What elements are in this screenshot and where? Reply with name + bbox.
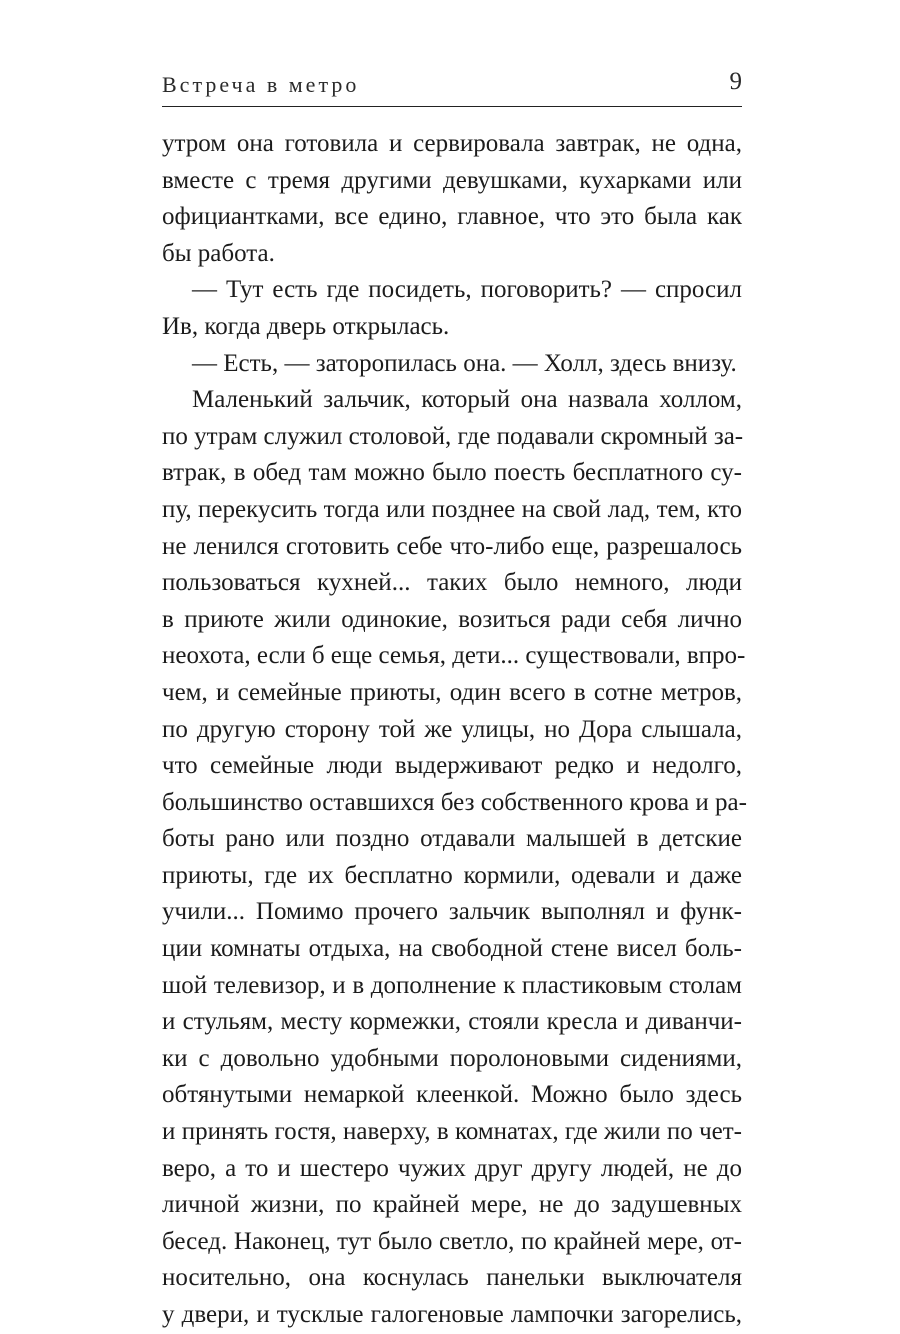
text-line: Маленький зальчик, который она назвала холлом, bbox=[192, 386, 742, 414]
text-line: учили... Помимо прочего зальчик выполнял и функ- bbox=[162, 898, 742, 926]
text-line: в приюте жили одинокие, возиться ради себя лично bbox=[162, 605, 742, 633]
page-number: 9 bbox=[729, 68, 742, 95]
text-line: вместе с тремя другими девушками, кухарками или bbox=[162, 166, 742, 194]
text-line: шой телевизор, и в дополнение к пластиковым столам bbox=[162, 971, 742, 999]
body-text bbox=[162, 126, 747, 1334]
text-line: чем, и семейные приюты, один всего в сотне метров, bbox=[162, 678, 742, 706]
text-line: утром она готовила и сервировала завтрак, не одна, bbox=[162, 130, 742, 157]
text-line: бы работа. bbox=[162, 239, 275, 267]
text-line: неохота, если б еще семья, дети... существовали, впро- bbox=[162, 642, 746, 670]
text-line: не ленился сготовить себе что-либо еще, разрешалось bbox=[162, 532, 742, 560]
text-line: по утрам служил столовой, где подавали скромный за- bbox=[162, 422, 744, 450]
text-line: ции комнаты отдыха, на свободной стене висел боль- bbox=[162, 935, 742, 963]
text-line: официантками, все едино, главное, что это была как bbox=[162, 203, 742, 231]
text-line: втрак, в обед там можно было поесть бесплатного су- bbox=[162, 459, 742, 487]
text-line: и стульям, месту кормежки, стояли кресла и диванчи- bbox=[162, 1008, 742, 1036]
text-line: — Тут есть где посидеть, поговорить? — спросил bbox=[192, 276, 742, 304]
text-line: пользоваться кухней... таких было немного, люди bbox=[162, 569, 742, 597]
text-line: и принять гостя, наверху, в комнатах, где жили по чет- bbox=[162, 1118, 742, 1146]
text-line: что семейные люди выдерживают редко и недолго, bbox=[162, 752, 742, 780]
header-rule bbox=[162, 106, 742, 107]
text-line: обтянутыми немаркой клеенкой. Можно было здесь bbox=[162, 1081, 742, 1109]
text-line: носительно, она коснулась панельки выключателя bbox=[162, 1264, 742, 1292]
text-line: большинство оставшихся без собственного крова и ра- bbox=[162, 788, 747, 816]
running-title: Встреча в метро bbox=[162, 72, 360, 97]
text-line: ки с довольно удобными поролоновыми сидениями, bbox=[162, 1044, 742, 1072]
text-line: пу, перекусить тогда или позднее на свой лад, тем, кто bbox=[162, 495, 742, 523]
text-line: Ив, когда дверь открылась. bbox=[162, 312, 450, 340]
text-line: по другую сторону той же улицы, но Дора слышала, bbox=[162, 715, 742, 743]
text-line: приюты, где их бесплатно кормили, одевали и даже bbox=[162, 861, 742, 889]
text-line: у двери, и тусклые галогеновые лампочки загорелись, bbox=[162, 1301, 742, 1328]
text-line: — Есть, — заторопилась она. — Холл, здесь внизу. bbox=[192, 349, 737, 377]
text-line: личной жизни, по крайней мере, не до задушевных bbox=[162, 1191, 742, 1219]
running-head bbox=[162, 68, 742, 102]
text-line: веро, а то и шестеро чужих друг другу людей, не до bbox=[162, 1154, 742, 1182]
text-line: боты рано или поздно отдавали малышей в детские bbox=[162, 825, 742, 853]
text-line: бесед. Наконец, тут было светло, по крайней мере, от- bbox=[162, 1227, 742, 1255]
